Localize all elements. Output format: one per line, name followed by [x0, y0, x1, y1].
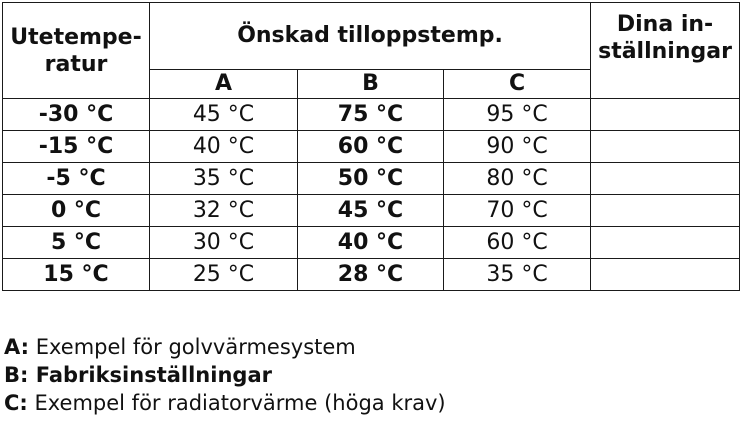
- column-header-b: B: [298, 70, 444, 99]
- temperature-table: [2, 2, 740, 291]
- table-row: [3, 99, 740, 131]
- legend-key: B:: [4, 363, 29, 387]
- value-a-cell: 25 °C: [150, 259, 298, 291]
- value-c-cell: 90 °C: [444, 131, 591, 163]
- table-row: [3, 259, 740, 291]
- outdoor-temp-cell: -5 °C: [3, 163, 150, 195]
- outdoor-temp-cell: -30 °C: [3, 99, 150, 131]
- value-a-cell: 35 °C: [150, 163, 298, 195]
- value-b-cell: 60 °C: [298, 131, 444, 163]
- legend-text: Exempel för radiatorvärme (höga krav): [27, 391, 446, 415]
- value-c-cell: 70 °C: [444, 195, 591, 227]
- table-row: [3, 195, 740, 227]
- settings-cell: [591, 195, 740, 227]
- header-outdoor-line2: ratur: [44, 51, 108, 77]
- value-c-cell: 95 °C: [444, 99, 591, 131]
- value-a-cell: 32 °C: [150, 195, 298, 227]
- outdoor-temp-cell: 0 °C: [3, 195, 150, 227]
- value-a-cell: 40 °C: [150, 131, 298, 163]
- outdoor-temp-cell: 15 °C: [3, 259, 150, 291]
- column-header-a: A: [150, 70, 298, 99]
- table-row: [3, 163, 740, 195]
- outdoor-temp-cell: -15 °C: [3, 131, 150, 163]
- value-b-cell: 75 °C: [298, 99, 444, 131]
- table-row: [3, 131, 740, 163]
- value-c-cell: 80 °C: [444, 163, 591, 195]
- header-settings-line2: ställningar: [598, 39, 732, 64]
- column-header-c: C: [444, 70, 591, 99]
- settings-cell: [591, 131, 740, 163]
- legend-item-b: [4, 361, 446, 389]
- header-your-settings: [591, 3, 740, 99]
- settings-cell: [591, 99, 740, 131]
- value-a-cell: 45 °C: [150, 99, 298, 131]
- legend-text: Exempel för golvvärmesystem: [29, 335, 356, 359]
- header-desired-temp: Önskad tilloppstemp.: [150, 3, 591, 70]
- settings-cell: [591, 259, 740, 291]
- value-c-cell: 35 °C: [444, 259, 591, 291]
- outdoor-temp-cell: 5 °C: [3, 227, 150, 259]
- legend-key: A:: [4, 335, 30, 359]
- value-b-cell: 40 °C: [298, 227, 444, 259]
- settings-cell: [591, 163, 740, 195]
- value-c-cell: 60 °C: [444, 227, 591, 259]
- value-b-cell: 45 °C: [298, 195, 444, 227]
- legend-item-c: [4, 389, 446, 417]
- header-outdoor-temp: [3, 3, 150, 99]
- settings-cell: [591, 227, 740, 259]
- value-a-cell: 30 °C: [150, 227, 298, 259]
- header-settings-line1: Dina in-: [616, 12, 714, 37]
- header-outdoor-line1: Utetempe-: [10, 24, 142, 50]
- value-b-cell: 28 °C: [298, 259, 444, 291]
- legend-key: C:: [4, 391, 28, 415]
- table-row: [3, 227, 740, 259]
- legend: [4, 333, 446, 417]
- legend-item-a: [4, 333, 446, 361]
- legend-text: Fabriksinställningar: [28, 363, 272, 387]
- value-b-cell: 50 °C: [298, 163, 444, 195]
